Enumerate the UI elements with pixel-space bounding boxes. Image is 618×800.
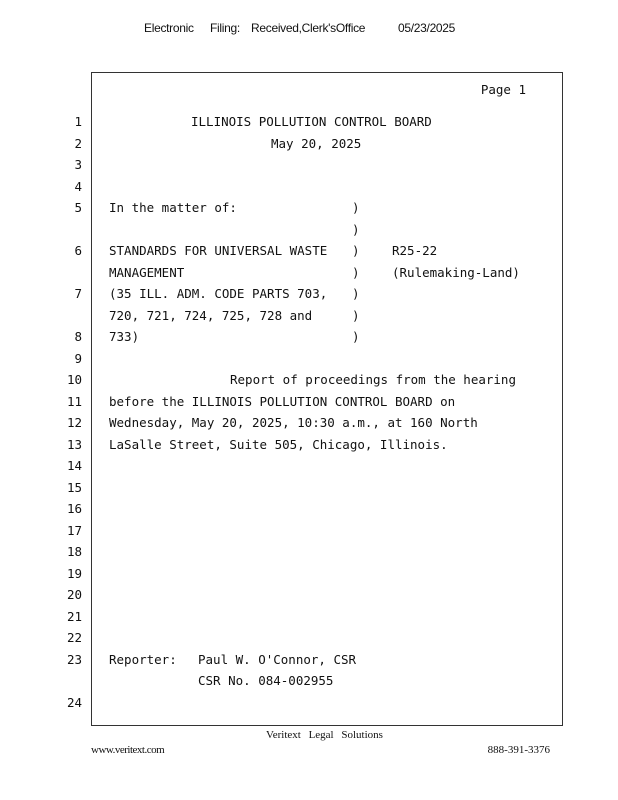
line-number: 2: [74, 136, 82, 151]
line-number: 17: [66, 523, 82, 538]
line-number: 19: [66, 566, 82, 581]
line-number: 1: [74, 114, 82, 129]
report-line: before the ILLINOIS POLLUTION CONTROL BOARD on: [109, 394, 456, 409]
line-number: 5: [74, 200, 82, 215]
line-number: 10: [66, 372, 82, 387]
board-title: ILLINOIS POLLUTION CONTROL BOARD: [191, 114, 432, 129]
docket-number: R25-22: [392, 243, 438, 258]
caption-paren: ): [352, 200, 360, 215]
reporter-name: Paul W. O'Connor, CSR: [198, 652, 357, 667]
caption-line: STANDARDS FOR UNIVERSAL WASTE: [109, 243, 328, 258]
line-number: 16: [66, 501, 82, 516]
line-number: 14: [66, 458, 82, 473]
line-number: 18: [66, 544, 82, 559]
caption-paren: ): [352, 286, 360, 301]
page-number: Page 1: [480, 82, 526, 97]
docket-type: (Rulemaking-Land): [392, 265, 520, 280]
line-number: 6: [74, 243, 82, 258]
caption-paren: ): [352, 222, 360, 237]
line-number: 20: [66, 587, 82, 602]
caption-paren: ): [352, 243, 360, 258]
caption-paren: ): [352, 308, 360, 323]
line-number: 12: [66, 415, 82, 430]
filing-received: Received,Clerk'sOffice: [251, 21, 366, 35]
filing-electronic: Electronic: [144, 21, 194, 35]
line-number: 8: [74, 329, 82, 344]
caption-line: 720, 721, 724, 725, 728 and: [109, 308, 313, 323]
line-number: 7: [74, 286, 82, 301]
filing-date: 05/23/2025: [398, 21, 456, 35]
line-number: 9: [74, 351, 82, 366]
line-number: 24: [66, 695, 82, 710]
filing-label: Filing:: [210, 21, 240, 35]
caption-line: MANAGEMENT: [109, 265, 185, 280]
reporter-label: Reporter:: [109, 652, 177, 667]
caption-line: 733): [109, 329, 140, 344]
report-line: LaSalle Street, Suite 505, Chicago, Illinois.: [109, 437, 448, 452]
caption-paren: ): [352, 329, 360, 344]
line-number: 11: [66, 394, 82, 409]
caption-line: (35 ILL. ADM. CODE PARTS 703,: [109, 286, 328, 301]
footer-phone: 888-391-3376: [487, 744, 550, 756]
filing-stamp: [0, 21, 618, 37]
matter-label: In the matter of:: [109, 200, 237, 215]
report-line: Wednesday, May 20, 2025, 10:30 a.m., at 160 North: [109, 415, 478, 430]
footer-company: Veritext Legal Solutions: [266, 729, 383, 741]
line-number: 21: [66, 609, 82, 624]
report-line: Report of proceedings from the hearing: [230, 372, 516, 387]
line-number: 23: [66, 652, 82, 667]
line-number: 15: [66, 480, 82, 495]
line-number: 3: [74, 157, 82, 172]
hearing-date: May 20, 2025: [271, 136, 362, 151]
line-number: 22: [66, 630, 82, 645]
caption-paren: ): [352, 265, 360, 280]
line-number: 13: [66, 437, 82, 452]
reporter-csr: CSR No. 084-002955: [198, 673, 334, 688]
footer-website: www.veritext.com: [91, 744, 165, 756]
line-number: 4: [74, 179, 82, 194]
